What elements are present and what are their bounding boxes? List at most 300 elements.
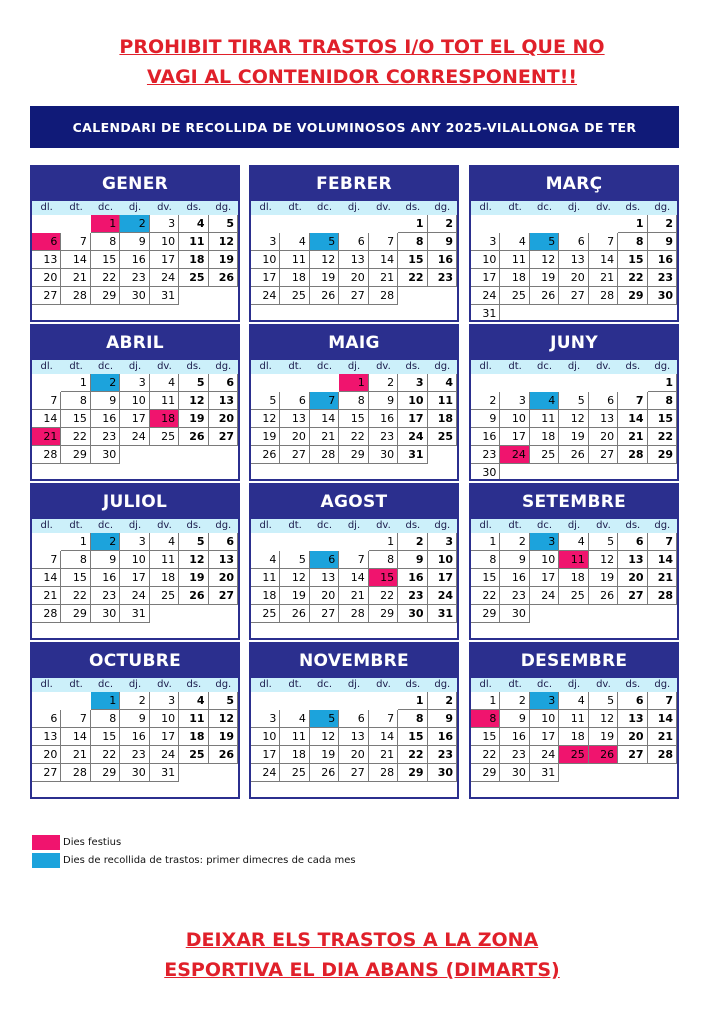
month-name: DESEMBRE <box>471 644 677 678</box>
empty-day-cell <box>280 215 309 233</box>
month-febrer <box>249 165 459 322</box>
day-cell: 13 <box>209 551 238 569</box>
empty-day-cell <box>500 215 529 233</box>
day-cell: 22 <box>398 269 427 287</box>
weekday-label: dg. <box>434 679 451 690</box>
day-cell: 26 <box>310 764 339 782</box>
day-cell: 20 <box>32 746 61 764</box>
day-cell: 8 <box>648 392 677 410</box>
month-name: JULIOL <box>32 485 238 519</box>
day-cell: 14 <box>61 728 90 746</box>
day-cell: 19 <box>251 428 280 446</box>
holiday-day-cell: 18 <box>150 410 179 428</box>
day-cell: 16 <box>91 569 120 587</box>
weekday-label: dt. <box>508 202 522 213</box>
day-cell: 16 <box>500 728 529 746</box>
weekday-label: dt. <box>69 361 83 372</box>
day-cell: 7 <box>61 710 90 728</box>
day-cell: 21 <box>589 269 618 287</box>
weekday-label: dv. <box>376 361 391 372</box>
day-cell: 4 <box>179 692 208 710</box>
weekday-label: dl. <box>40 679 53 690</box>
day-cell: 18 <box>559 728 588 746</box>
day-cell: 16 <box>398 569 427 587</box>
day-cell: 11 <box>179 710 208 728</box>
empty-day-cell <box>589 215 618 233</box>
weekday-label: dv. <box>376 202 391 213</box>
empty-day-cell <box>251 692 280 710</box>
day-cell: 8 <box>61 551 90 569</box>
day-cell: 12 <box>310 728 339 746</box>
empty-day-cell <box>339 533 368 551</box>
day-cell: 6 <box>618 533 647 551</box>
day-cell: 10 <box>471 251 500 269</box>
day-cell: 7 <box>589 233 618 251</box>
day-grid <box>32 692 238 782</box>
day-cell: 5 <box>179 374 208 392</box>
empty-day-cell <box>339 215 368 233</box>
weekday-label: dc. <box>98 520 114 531</box>
day-cell: 13 <box>589 410 618 428</box>
weekday-label: ds. <box>625 679 641 690</box>
day-cell: 22 <box>471 587 500 605</box>
day-cell: 6 <box>589 392 618 410</box>
day-cell: 25 <box>251 605 280 623</box>
day-cell: 4 <box>280 233 309 251</box>
month-name: GENER <box>32 167 238 201</box>
day-cell: 7 <box>648 533 677 551</box>
day-cell: 19 <box>559 428 588 446</box>
weekday-label: dl. <box>40 361 53 372</box>
day-cell: 9 <box>398 551 427 569</box>
day-cell: 3 <box>428 533 457 551</box>
calendar-title: CALENDARI DE RECOLLIDA DE VOLUMINOSOS ANY 2025-VILALLONGA DE TER <box>72 119 637 135</box>
empty-day-cell <box>32 215 61 233</box>
day-cell: 17 <box>471 269 500 287</box>
day-cell: 11 <box>559 710 588 728</box>
day-cell: 15 <box>339 410 368 428</box>
day-cell: 23 <box>91 428 120 446</box>
day-cell: 10 <box>530 551 559 569</box>
day-cell: 22 <box>369 587 398 605</box>
day-cell: 9 <box>91 392 120 410</box>
warning-top <box>0 32 724 92</box>
day-cell: 12 <box>179 551 208 569</box>
day-cell: 14 <box>369 728 398 746</box>
day-cell: 26 <box>310 287 339 305</box>
weekday-label: dc. <box>98 361 114 372</box>
day-cell: 11 <box>428 392 457 410</box>
day-cell: 23 <box>369 428 398 446</box>
empty-day-cell <box>280 692 309 710</box>
weekday-label: dt. <box>288 202 302 213</box>
empty-day-cell <box>589 374 618 392</box>
weekday-label: dv. <box>157 520 172 531</box>
weekday-label: dc. <box>317 202 333 213</box>
weekday-header <box>471 360 677 374</box>
empty-day-cell <box>251 533 280 551</box>
weekday-label: ds. <box>186 679 202 690</box>
weekday-label: dt. <box>69 520 83 531</box>
day-cell: 16 <box>471 428 500 446</box>
day-cell: 3 <box>120 374 149 392</box>
day-cell: 7 <box>369 710 398 728</box>
day-cell: 17 <box>150 728 179 746</box>
month-gener <box>30 165 240 322</box>
weekday-header <box>32 519 238 533</box>
day-cell: 31 <box>471 305 500 322</box>
day-cell: 7 <box>32 392 61 410</box>
weekday-header <box>32 360 238 374</box>
day-cell: 4 <box>150 533 179 551</box>
day-cell: 30 <box>500 605 529 623</box>
day-cell: 27 <box>339 764 368 782</box>
day-cell: 24 <box>428 587 457 605</box>
day-cell: 25 <box>150 428 179 446</box>
collection-day-cell: 7 <box>310 392 339 410</box>
day-cell: 20 <box>310 587 339 605</box>
day-cell: 9 <box>369 392 398 410</box>
empty-day-cell <box>339 692 368 710</box>
weekday-label: dg. <box>654 520 671 531</box>
day-cell: 17 <box>251 269 280 287</box>
day-cell: 3 <box>251 233 280 251</box>
day-cell: 19 <box>179 410 208 428</box>
day-cell: 23 <box>91 587 120 605</box>
day-cell: 1 <box>369 533 398 551</box>
day-cell: 23 <box>120 746 149 764</box>
day-cell: 3 <box>120 533 149 551</box>
day-cell: 30 <box>91 605 120 623</box>
day-cell: 16 <box>428 728 457 746</box>
weekday-label: dj. <box>567 520 581 531</box>
footer-line-2: ESPORTIVA EL DIA ABANS (DIMARTS) <box>164 959 560 981</box>
empty-day-cell <box>471 215 500 233</box>
day-cell: 11 <box>179 233 208 251</box>
day-cell: 29 <box>471 605 500 623</box>
day-cell: 12 <box>209 233 238 251</box>
day-cell: 9 <box>428 710 457 728</box>
day-cell: 25 <box>179 746 208 764</box>
day-cell: 17 <box>398 410 427 428</box>
day-grid <box>471 692 677 782</box>
weekday-label: dv. <box>376 679 391 690</box>
day-cell: 27 <box>339 287 368 305</box>
empty-day-cell <box>310 692 339 710</box>
day-cell: 6 <box>32 710 61 728</box>
day-cell: 19 <box>589 569 618 587</box>
day-cell: 4 <box>280 710 309 728</box>
day-cell: 26 <box>280 605 309 623</box>
day-cell: 10 <box>428 551 457 569</box>
day-cell: 18 <box>150 569 179 587</box>
day-cell: 23 <box>500 746 529 764</box>
holiday-day-cell: 11 <box>559 551 588 569</box>
weekday-label: dc. <box>98 202 114 213</box>
day-cell: 24 <box>398 428 427 446</box>
day-cell: 9 <box>120 710 149 728</box>
day-cell: 2 <box>398 533 427 551</box>
day-cell: 8 <box>339 392 368 410</box>
day-cell: 10 <box>251 251 280 269</box>
day-cell: 1 <box>61 374 90 392</box>
weekday-label: dj. <box>347 202 361 213</box>
weekday-label: dv. <box>596 202 611 213</box>
weekday-label: dt. <box>508 520 522 531</box>
weekday-label: dv. <box>596 520 611 531</box>
day-cell: 23 <box>471 446 500 464</box>
day-cell: 19 <box>179 569 208 587</box>
weekday-label: dl. <box>40 520 53 531</box>
day-cell: 27 <box>618 587 647 605</box>
empty-day-cell <box>530 215 559 233</box>
day-cell: 29 <box>61 446 90 464</box>
day-cell: 29 <box>369 605 398 623</box>
day-cell: 8 <box>61 392 90 410</box>
weekday-label: dj. <box>128 361 142 372</box>
day-cell: 14 <box>339 569 368 587</box>
day-cell: 11 <box>150 551 179 569</box>
month-name: AGOST <box>251 485 457 519</box>
collection-day-cell: 5 <box>310 233 339 251</box>
day-cell: 28 <box>648 587 677 605</box>
day-cell: 5 <box>209 692 238 710</box>
weekday-label: dg. <box>215 202 232 213</box>
day-cell: 26 <box>209 269 238 287</box>
collection-day-cell: 4 <box>530 392 559 410</box>
empty-day-cell <box>32 374 61 392</box>
collection-day-cell: 6 <box>310 551 339 569</box>
day-cell: 1 <box>398 215 427 233</box>
day-cell: 10 <box>251 728 280 746</box>
day-cell: 15 <box>618 251 647 269</box>
weekday-label: ds. <box>625 202 641 213</box>
weekday-header <box>251 678 457 692</box>
day-cell: 23 <box>648 269 677 287</box>
day-cell: 14 <box>648 710 677 728</box>
collection-legend-swatch <box>32 853 60 868</box>
day-cell: 30 <box>369 446 398 464</box>
day-cell: 20 <box>589 428 618 446</box>
empty-day-cell <box>280 533 309 551</box>
day-cell: 18 <box>280 269 309 287</box>
day-grid <box>471 215 677 322</box>
empty-day-cell <box>310 215 339 233</box>
day-cell: 21 <box>61 269 90 287</box>
month-març <box>469 165 679 322</box>
day-cell: 4 <box>559 692 588 710</box>
day-cell: 18 <box>251 587 280 605</box>
collection-day-cell: 3 <box>530 692 559 710</box>
day-cell: 20 <box>339 269 368 287</box>
warning-line-1: PROHIBIT TIRAR TRASTOS I/O TOT EL QUE NO <box>119 36 605 58</box>
day-cell: 18 <box>428 410 457 428</box>
empty-day-cell <box>61 215 90 233</box>
day-cell: 19 <box>310 746 339 764</box>
day-grid <box>251 215 457 305</box>
day-cell: 13 <box>339 251 368 269</box>
day-cell: 19 <box>589 728 618 746</box>
day-cell: 15 <box>61 569 90 587</box>
day-cell: 2 <box>428 692 457 710</box>
day-cell: 13 <box>310 569 339 587</box>
month-name: OCTUBRE <box>32 644 238 678</box>
day-cell: 18 <box>500 269 529 287</box>
day-grid <box>32 533 238 623</box>
day-cell: 12 <box>209 710 238 728</box>
day-cell: 9 <box>500 551 529 569</box>
day-cell: 19 <box>310 269 339 287</box>
weekday-header <box>471 201 677 215</box>
day-cell: 1 <box>471 533 500 551</box>
day-cell: 27 <box>209 587 238 605</box>
day-cell: 18 <box>179 251 208 269</box>
day-cell: 1 <box>398 692 427 710</box>
day-cell: 27 <box>32 287 61 305</box>
day-cell: 12 <box>310 251 339 269</box>
day-cell: 11 <box>280 728 309 746</box>
day-cell: 11 <box>530 410 559 428</box>
day-cell: 17 <box>530 569 559 587</box>
day-cell: 25 <box>179 269 208 287</box>
day-cell: 4 <box>428 374 457 392</box>
weekday-label: dl. <box>479 679 492 690</box>
day-cell: 15 <box>398 251 427 269</box>
weekday-label: dj. <box>347 679 361 690</box>
weekday-label: dc. <box>537 520 553 531</box>
month-abril <box>30 324 240 481</box>
day-cell: 21 <box>648 569 677 587</box>
day-cell: 12 <box>530 251 559 269</box>
day-cell: 21 <box>618 428 647 446</box>
day-cell: 14 <box>618 410 647 428</box>
day-cell: 26 <box>251 446 280 464</box>
day-cell: 6 <box>339 710 368 728</box>
day-cell: 13 <box>559 251 588 269</box>
day-cell: 12 <box>589 551 618 569</box>
collection-day-cell: 5 <box>530 233 559 251</box>
calendar-title-banner <box>30 106 679 148</box>
day-cell: 12 <box>251 410 280 428</box>
day-cell: 21 <box>648 728 677 746</box>
day-cell: 21 <box>369 269 398 287</box>
day-cell: 9 <box>120 233 149 251</box>
weekday-label: dj. <box>347 520 361 531</box>
day-cell: 20 <box>209 410 238 428</box>
day-cell: 10 <box>500 410 529 428</box>
day-cell: 3 <box>398 374 427 392</box>
month-desembre <box>469 642 679 799</box>
weekday-label: dg. <box>215 679 232 690</box>
empty-day-cell <box>32 692 61 710</box>
empty-day-cell <box>500 374 529 392</box>
day-cell: 23 <box>428 269 457 287</box>
day-cell: 29 <box>339 446 368 464</box>
day-cell: 6 <box>618 692 647 710</box>
day-cell: 20 <box>618 569 647 587</box>
day-cell: 29 <box>471 764 500 782</box>
collection-day-cell: 3 <box>530 533 559 551</box>
weekday-label: dg. <box>434 520 451 531</box>
day-cell: 4 <box>179 215 208 233</box>
day-cell: 16 <box>369 410 398 428</box>
day-cell: 17 <box>120 569 149 587</box>
holiday-legend-label: Dies festius <box>63 837 122 848</box>
day-cell: 14 <box>32 569 61 587</box>
day-cell: 25 <box>559 587 588 605</box>
day-cell: 28 <box>589 287 618 305</box>
collection-day-cell: 5 <box>310 710 339 728</box>
day-cell: 20 <box>32 269 61 287</box>
day-cell: 28 <box>369 764 398 782</box>
weekday-label: dl. <box>40 202 53 213</box>
weekday-label: dg. <box>654 361 671 372</box>
weekday-label: dl. <box>259 361 272 372</box>
day-cell: 25 <box>428 428 457 446</box>
day-cell: 13 <box>618 710 647 728</box>
day-cell: 10 <box>398 392 427 410</box>
month-name: MARÇ <box>471 167 677 201</box>
empty-day-cell <box>310 374 339 392</box>
day-cell: 7 <box>369 233 398 251</box>
day-cell: 13 <box>32 728 61 746</box>
day-cell: 22 <box>339 428 368 446</box>
weekday-label: dv. <box>596 679 611 690</box>
day-cell: 27 <box>280 446 309 464</box>
weekday-label: ds. <box>186 520 202 531</box>
weekday-header <box>251 201 457 215</box>
day-cell: 7 <box>339 551 368 569</box>
day-cell: 29 <box>91 764 120 782</box>
day-cell: 10 <box>150 710 179 728</box>
weekday-label: dc. <box>537 202 553 213</box>
day-cell: 24 <box>530 746 559 764</box>
day-cell: 4 <box>251 551 280 569</box>
day-cell: 3 <box>500 392 529 410</box>
holiday-day-cell: 25 <box>559 746 588 764</box>
day-cell: 2 <box>648 215 677 233</box>
day-cell: 6 <box>339 233 368 251</box>
day-cell: 4 <box>500 233 529 251</box>
day-cell: 27 <box>32 764 61 782</box>
empty-day-cell <box>251 374 280 392</box>
month-name: ABRIL <box>32 326 238 360</box>
day-cell: 29 <box>61 605 90 623</box>
empty-day-cell <box>310 533 339 551</box>
day-cell: 2 <box>369 374 398 392</box>
day-cell: 8 <box>618 233 647 251</box>
day-cell: 12 <box>179 392 208 410</box>
day-cell: 19 <box>280 587 309 605</box>
holiday-day-cell: 24 <box>500 446 529 464</box>
day-cell: 5 <box>589 533 618 551</box>
day-cell: 23 <box>428 746 457 764</box>
day-cell: 15 <box>91 251 120 269</box>
day-cell: 18 <box>559 569 588 587</box>
weekday-label: dc. <box>317 520 333 531</box>
month-juliol <box>30 483 240 640</box>
weekday-label: dv. <box>376 520 391 531</box>
empty-day-cell <box>471 374 500 392</box>
day-cell: 5 <box>251 392 280 410</box>
weekday-label: dc. <box>317 679 333 690</box>
day-cell: 30 <box>648 287 677 305</box>
footer-line-1: DEIXAR ELS TRASTOS A LA ZONA <box>185 929 539 951</box>
empty-day-cell <box>559 374 588 392</box>
month-name: SETEMBRE <box>471 485 677 519</box>
collection-day-cell: 2 <box>91 533 120 551</box>
day-cell: 25 <box>500 287 529 305</box>
